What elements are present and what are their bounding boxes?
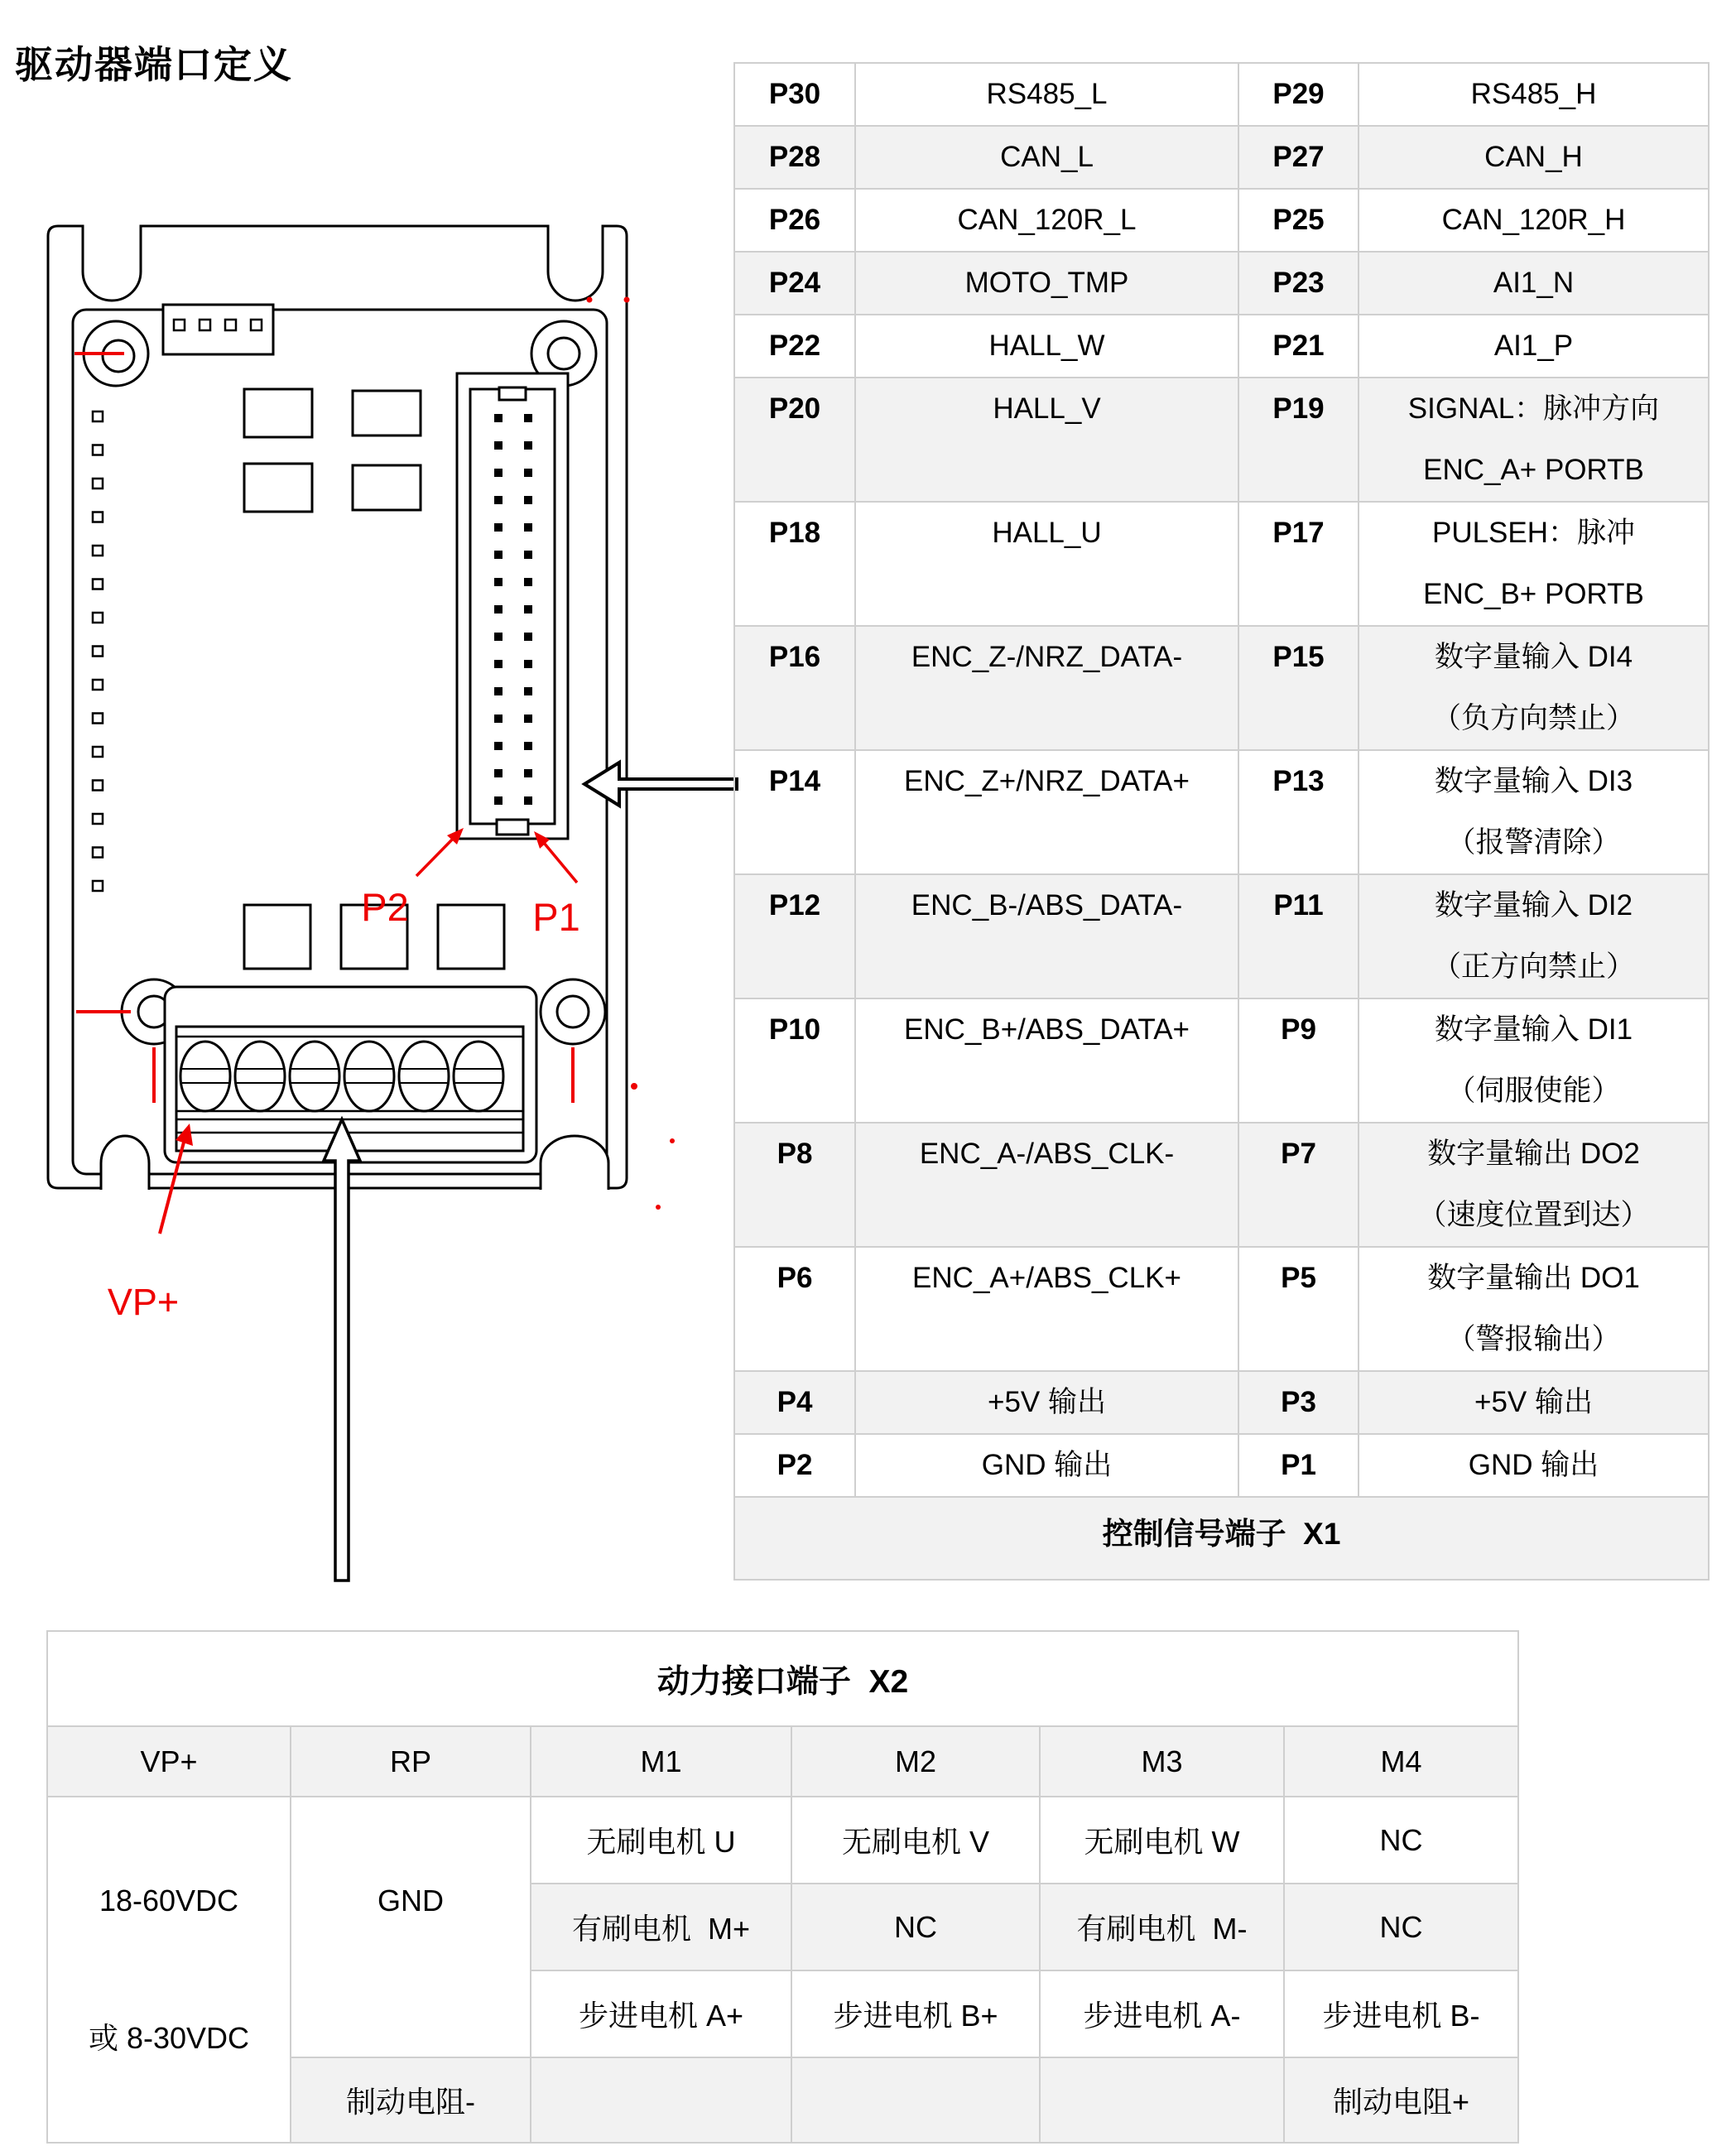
test-pad — [93, 647, 103, 657]
pin-number-cell: P13 — [1238, 750, 1359, 874]
col-header-m3: M3 — [1040, 1726, 1284, 1797]
table-row — [734, 626, 1709, 750]
test-pad — [93, 479, 103, 488]
pin-desc-cell: RS485_L — [855, 63, 1238, 126]
motor-cell — [791, 2057, 1040, 2143]
vp-supply-cell: 18-60VDC 或 8-30VDC — [47, 1797, 291, 2143]
test-pad — [93, 445, 103, 455]
test-pad — [93, 747, 103, 757]
test-pad — [93, 580, 103, 589]
terminal-screw — [399, 1042, 449, 1111]
pin-desc-cell: GND 输出 — [1359, 1434, 1709, 1497]
connector-pin — [524, 414, 532, 422]
motor-cell: 无刷电机 V — [791, 1797, 1040, 1884]
pin-desc-cell: PULSEH：脉冲 ENC_B+ PORTB — [1359, 502, 1709, 626]
table-row — [734, 998, 1709, 1123]
col-header-m1: M1 — [531, 1726, 791, 1797]
table-row — [734, 1247, 1709, 1371]
table-row — [734, 378, 1709, 502]
pin-desc-cell: 数字量输出 DO1 （警报输出） — [1359, 1247, 1709, 1371]
connector-pin — [524, 687, 532, 695]
pin-desc-cell: 数字量输入 DI2 （正方向禁止） — [1359, 874, 1709, 998]
connector-pin — [494, 523, 503, 532]
connector-pin — [494, 742, 503, 750]
pin-number-cell: P5 — [1238, 1247, 1359, 1371]
control-table-footer: 控制信号端子 X1 — [734, 1497, 1709, 1580]
table-row — [734, 502, 1709, 626]
pin-number-cell: P19 — [1238, 378, 1359, 502]
col-header-rp: RP — [291, 1726, 531, 1797]
pin-number-cell: P6 — [734, 1247, 855, 1371]
connector-pin — [494, 414, 503, 422]
rp-gnd-cell: GND — [291, 1797, 531, 2057]
pin-desc-cell: CAN_120R_L — [855, 189, 1238, 252]
power-table-title: 动力接口端子 X2 — [47, 1631, 1518, 1726]
motor-cell: NC — [1284, 1797, 1518, 1884]
motor-cell: 有刷电机 M+ — [531, 1884, 791, 1970]
brake-resistor-minus-cell: 制动电阻- — [291, 2057, 531, 2143]
test-pad — [93, 613, 103, 623]
pin-desc-cell: RS485_H — [1359, 63, 1709, 126]
connector-pin — [524, 742, 532, 750]
test-pad — [93, 781, 103, 791]
table-row — [47, 1631, 1518, 1726]
pin-number-cell: P16 — [734, 626, 855, 750]
pin-desc-cell: AI1_N — [1359, 252, 1709, 315]
table-row — [734, 1123, 1709, 1247]
pin-number-cell: P24 — [734, 252, 855, 315]
brake-resistor-plus-cell: 制动电阻+ — [1284, 2057, 1518, 2143]
driver-board-diagram — [0, 0, 745, 1606]
pin-number-cell: P3 — [1238, 1371, 1359, 1434]
pin-desc-cell: CAN_L — [855, 126, 1238, 189]
mounting-hole-bottom-right — [541, 979, 605, 1044]
pin-desc-cell: ENC_Z+/NRZ_DATA+ — [855, 750, 1238, 874]
connector-pin — [494, 578, 503, 586]
test-pad — [93, 714, 103, 724]
test-pad — [93, 848, 103, 858]
table-row — [734, 252, 1709, 315]
pin-number-cell: P7 — [1238, 1123, 1359, 1247]
test-pad — [93, 814, 103, 824]
connector-pin — [524, 769, 532, 777]
table-row — [734, 315, 1709, 378]
pin-number-cell: P18 — [734, 502, 855, 626]
table-row — [734, 189, 1709, 252]
connector-pin — [494, 633, 503, 641]
pin-desc-cell: 数字量输入 DI1 （伺服使能） — [1359, 998, 1709, 1123]
motor-cell: 步进电机 A+ — [531, 1970, 791, 2057]
test-pad — [93, 546, 103, 556]
table-row — [47, 1726, 1518, 1797]
pin-number-cell: P17 — [1238, 502, 1359, 626]
connector-pin — [524, 660, 532, 668]
four-pin-header — [163, 305, 273, 354]
test-pad — [93, 411, 103, 421]
pin-desc-cell: ENC_A-/ABS_CLK- — [855, 1123, 1238, 1247]
connector-pin — [494, 769, 503, 777]
bottom-slot-right — [541, 1136, 608, 1190]
pin-desc-cell: CAN_120R_H — [1359, 189, 1709, 252]
pin-desc-cell: SIGNAL：脉冲方向 ENC_A+ PORTB — [1359, 378, 1709, 502]
connector-pin — [524, 523, 532, 532]
connector-pin — [494, 715, 503, 723]
motor-cell — [1040, 2057, 1284, 2143]
terminal-screw — [290, 1042, 339, 1111]
pin-desc-cell: GND 输出 — [855, 1434, 1238, 1497]
motor-cell: 无刷电机 W — [1040, 1797, 1284, 1884]
p1-label: P1 — [532, 895, 580, 939]
pin-number-cell: P21 — [1238, 315, 1359, 378]
pin-number-cell: P28 — [734, 126, 855, 189]
connector-pin — [524, 796, 532, 805]
pin-number-cell: P11 — [1238, 874, 1359, 998]
connector-pin — [494, 605, 503, 613]
table-row — [47, 1797, 1518, 1884]
pin-number-cell: P20 — [734, 378, 855, 502]
pin-desc-cell: +5V 输出 — [1359, 1371, 1709, 1434]
pin-number-cell: P15 — [1238, 626, 1359, 750]
connector-pin — [524, 578, 532, 586]
pin-desc-cell: ENC_B+/ABS_DATA+ — [855, 998, 1238, 1123]
motor-cell: 无刷电机 U — [531, 1797, 791, 1884]
table-row — [734, 1497, 1709, 1580]
pin-number-cell: P30 — [734, 63, 855, 126]
connector-pin — [494, 469, 503, 477]
pin-desc-cell: HALL_W — [855, 315, 1238, 378]
pin-desc-cell: HALL_U — [855, 502, 1238, 626]
control-signal-table — [733, 62, 1710, 1581]
table-row — [734, 750, 1709, 874]
pin-number-cell: P10 — [734, 998, 855, 1123]
power-interface-table — [46, 1630, 1519, 2144]
motor-cell: NC — [1284, 1884, 1518, 1970]
page-title: 驱动器端口定义 — [15, 43, 293, 86]
terminal-screw — [454, 1042, 503, 1111]
pin-desc-cell: HALL_V — [855, 378, 1238, 502]
test-pad — [93, 881, 103, 891]
connector-pin — [494, 496, 503, 504]
connector-pin — [524, 551, 532, 559]
pin-number-cell: P14 — [734, 750, 855, 874]
motor-cell: NC — [791, 1884, 1040, 1970]
pin-number-cell: P9 — [1238, 998, 1359, 1123]
test-pad-column — [93, 411, 103, 891]
connector-pin — [524, 633, 532, 641]
col-header-m4: M4 — [1284, 1726, 1518, 1797]
pin-number-cell: P26 — [734, 189, 855, 252]
pin-desc-cell: +5V 输出 — [855, 1371, 1238, 1434]
motor-cell: 步进电机 A- — [1040, 1970, 1284, 2057]
pin-number-cell: P4 — [734, 1371, 855, 1434]
connector-pin — [494, 687, 503, 695]
pin-number-cell: P1 — [1238, 1434, 1359, 1497]
motor-cell: 有刷电机 M- — [1040, 1884, 1284, 1970]
connector-pin — [524, 496, 532, 504]
test-pad — [93, 680, 103, 690]
connector-pin — [524, 441, 532, 450]
col-header-m2: M2 — [791, 1726, 1040, 1797]
bottom-slot-left — [101, 1136, 149, 1190]
motor-cell: 步进电机 B- — [1284, 1970, 1518, 2057]
connector-pointer-arrow-icon — [584, 763, 737, 806]
pin-number-cell: P12 — [734, 874, 855, 998]
col-header-vp: VP+ — [47, 1726, 291, 1797]
p2-label: P2 — [361, 885, 409, 929]
terminal-screw — [344, 1042, 394, 1111]
pin-desc-cell: AI1_P — [1359, 315, 1709, 378]
pin-desc-cell: 数字量输入 DI4 （负方向禁止） — [1359, 626, 1709, 750]
pin-number-cell: P29 — [1238, 63, 1359, 126]
x1-pin-header-connector — [457, 373, 568, 839]
terminal-screw — [180, 1042, 230, 1111]
table-row — [734, 126, 1709, 189]
connector-pin — [494, 551, 503, 559]
connector-pin — [494, 441, 503, 450]
table-row — [734, 63, 1709, 126]
connector-pin — [494, 660, 503, 668]
pin-number-cell: P2 — [734, 1434, 855, 1497]
connector-pin — [494, 796, 503, 805]
motor-cell: 步进电机 B+ — [791, 1970, 1040, 2057]
connector-pin — [524, 715, 532, 723]
vp-plus-label: VP+ — [107, 1281, 180, 1323]
pin-desc-cell: 数字量输出 DO2 （速度位置到达） — [1359, 1123, 1709, 1247]
pin-desc-cell: CAN_H — [1359, 126, 1709, 189]
pin-number-cell: P25 — [1238, 189, 1359, 252]
pin-desc-cell: ENC_A+/ABS_CLK+ — [855, 1247, 1238, 1371]
table-row — [734, 1371, 1709, 1434]
pin-desc-cell: MOTO_TMP — [855, 252, 1238, 315]
motor-cell — [531, 2057, 791, 2143]
pin-number-cell: P22 — [734, 315, 855, 378]
table-row — [734, 874, 1709, 998]
table-row — [734, 1434, 1709, 1497]
connector-pin — [524, 605, 532, 613]
control-table-body — [734, 63, 1709, 1497]
terminal-screw — [235, 1042, 285, 1111]
test-pad — [93, 512, 103, 522]
pin-number-cell: P27 — [1238, 126, 1359, 189]
pin-desc-cell: 数字量输入 DI3 （报警清除） — [1359, 750, 1709, 874]
connector-pin — [524, 469, 532, 477]
pin-number-cell: P23 — [1238, 252, 1359, 315]
pin-desc-cell: ENC_B-/ABS_DATA- — [855, 874, 1238, 998]
pin-desc-cell: ENC_Z-/NRZ_DATA- — [855, 626, 1238, 750]
pin-number-cell: P8 — [734, 1123, 855, 1247]
